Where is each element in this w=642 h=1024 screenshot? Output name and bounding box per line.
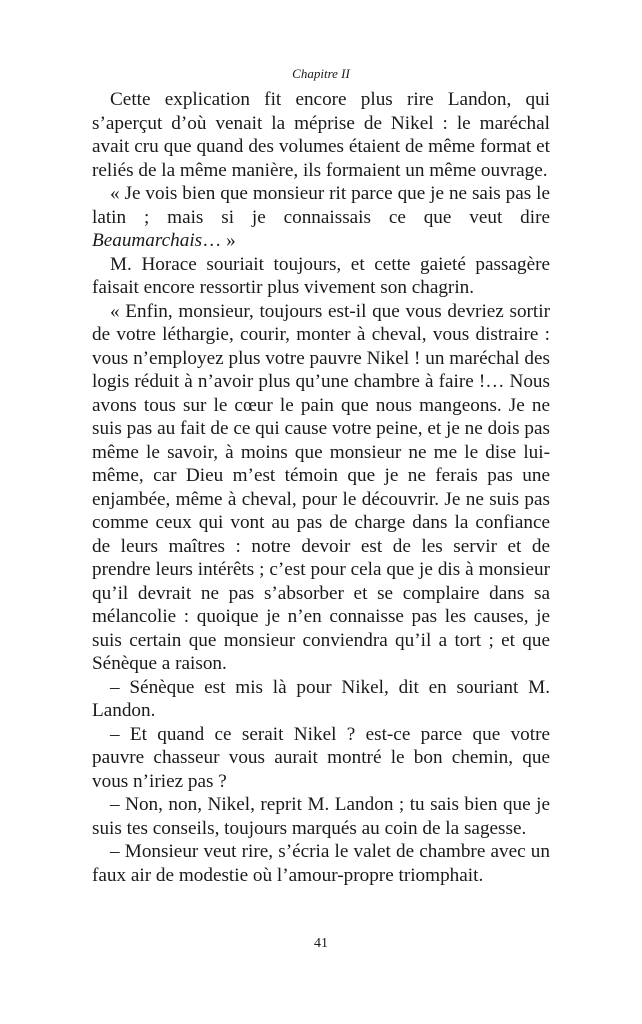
paragraph-2 [92,182,550,253]
paragraph-2-end: … » [202,230,236,251]
paragraph-6: – Et quand ce serait Nikel ? est-ce parce que votre pauvre chasseur vous aurait montré le bon chemin, que vous n’iriez pas ? [92,723,550,792]
paragraph-3: M. Horace souriait toujours, et cette gaieté passagère faisait encore ressortir plus vivement son chagrin. [92,253,550,298]
italic-title-beaumarchais: Beaumarchais [92,230,203,251]
paragraph-5: – Sénèque est mis là pour Nikel, dit en souriant M. Landon. [92,676,550,721]
page-number: 41 [314,936,328,951]
body-text [92,88,550,887]
book-page [92,66,550,887]
paragraph-2-start: « Je vois bien que monsieur rit parce que je ne sais pas le latin ; mais si je connaissais ce que veut dire [92,183,550,228]
paragraph-1: Cette explication fit encore plus rire Landon, qui s’aperçut d’où venait la méprise de Nikel : le maréchal avait cru que quand des volumes étaient de même format et reliés de la même manière, ils formaient un même ouvrage. [92,89,550,181]
running-head-chapter: Chapitre II [292,66,350,81]
paragraph-7: – Non, non, Nikel, reprit M. Landon ; tu sais bien que je suis tes conseils, toujours marqués au coin de la sagesse. [92,794,550,839]
paragraph-8: – Monsieur veut rire, s’écria le valet de chambre avec un faux air de modestie où l’amour-propre triomphait. [92,841,550,886]
paragraph-4: « Enfin, monsieur, toujours est-il que vous devriez sortir de votre léthargie, courir, monter à cheval, vous distraire : vous n’employez plus votre pauvre Nikel ! un maréchal des logis réduit à n’avoir plus qu’une chambre à faire !… Nous avons tous sur le cœur le pain que nous mangeons. Je ne suis pas au fait de ce qui cause votre peine, et je ne dois pas même le savoir, à moins que monsieur ne me le dise lui-même, car Dieu m’est témoin que je ne ferais pas une enjambée, même à cheval, pour le découvrir. Je ne suis pas comme ceux qui vont au pas de charge dans la confiance de leurs maîtres : notre devoir est de les servir et de prendre leurs intérêts ; c’est pour cela que je dis à monsieur qu’il devrait ne pas s’absorber et se complaire dans sa mélancolie : quoique je n’en connaisse pas les causes, je suis certain que monsieur conviendra qu’il a tort ; et que Sénèque a raison. [92,300,550,674]
